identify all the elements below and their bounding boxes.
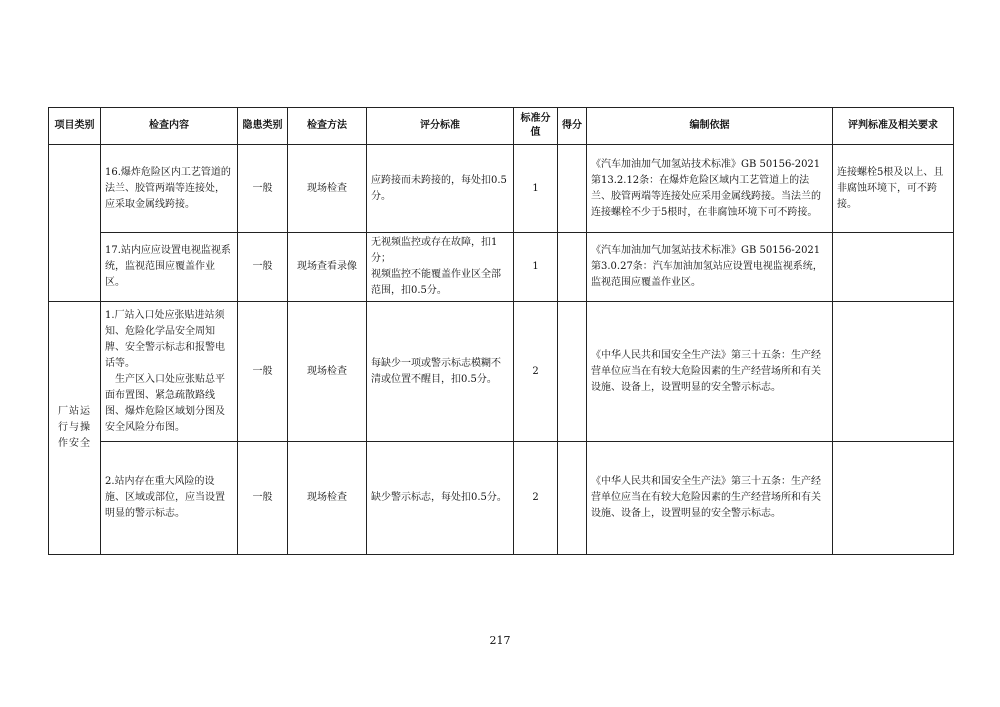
header-method: 检查方法 [288, 108, 367, 145]
method-cell: 现场检查 [288, 442, 367, 555]
content-cell: 16.爆炸危险区内工艺管道的法兰、胶管两端等连接处，应采取金属线跨接。 [101, 145, 238, 233]
scoring-cell: 每缺少一项或警示标志模糊不清或位置不醒目，扣0.5分。 [367, 302, 514, 442]
hazard-cell: 一般 [238, 145, 288, 233]
scoring-cell: 应跨接而未跨接的，每处扣0.5分。 [367, 145, 514, 233]
table-row [49, 233, 954, 302]
value-cell: 2 [514, 442, 558, 555]
value-cell: 2 [514, 302, 558, 442]
method-cell: 现场查看录像 [288, 233, 367, 302]
hazard-cell: 一般 [238, 233, 288, 302]
table-row [49, 442, 954, 555]
requirement-cell [833, 302, 954, 442]
requirement-cell: 连接螺栓5根及以上、且非腐蚀环境下，可不跨接。 [833, 145, 954, 233]
basis-cell: 《中华人民共和国安全生产法》第三十五条：生产经营单位应当在有较大危险因素的生产经营场所和有关设施、设备上，设置明显的安全警示标志。 [587, 442, 833, 555]
header-row [49, 108, 954, 145]
header-content: 检查内容 [101, 108, 238, 145]
content-cell: 17.站内应应设置电视监视系统，监视范围应覆盖作业区。 [101, 233, 238, 302]
scoring-cell: 无视频监控或存在故障，扣1分； 视频监控不能覆盖作业区全部范围，扣0.5分。 [367, 233, 514, 302]
header-hazard: 隐患类别 [238, 108, 288, 145]
category-cell-empty [49, 145, 101, 302]
header-category: 项目类别 [49, 108, 101, 145]
content-cell: 2.站内存在重大风险的设施、区域或部位，应当设置明显的警示标志。 [101, 442, 238, 555]
score-cell [558, 233, 587, 302]
hazard-cell: 一般 [238, 442, 288, 555]
basis-cell: 《汽车加油加气加氢站技术标准》GB 50156-2021第13.2.12条：在爆炸危险区域内工艺管道上的法兰、胶管两端等连接处应采用金属线跨接。当法兰的连接螺栓不少于5根时，在非腐蚀环境下可不跨接。 [587, 145, 833, 233]
hazard-cell: 一般 [238, 302, 288, 442]
table-row [49, 145, 954, 233]
page-number: 217 [489, 634, 511, 647]
requirement-cell [833, 233, 954, 302]
score-cell [558, 302, 587, 442]
value-cell: 1 [514, 145, 558, 233]
basis-cell: 《中华人民共和国安全生产法》第三十五条：生产经营单位应当在有较大危险因素的生产经营场所和有关设施、设备上，设置明显的安全警示标志。 [587, 302, 833, 442]
score-cell [558, 442, 587, 555]
header-requirement: 评判标准及相关要求 [833, 108, 954, 145]
header-score: 得分 [558, 108, 587, 145]
value-cell: 1 [514, 233, 558, 302]
score-cell [558, 145, 587, 233]
requirement-cell [833, 442, 954, 555]
table-row [49, 302, 954, 442]
basis-cell: 《汽车加油加气加氢站技术标准》GB 50156-2021第3.0.27条：汽车加油加氢站应设置电视监视系统，监视范围应覆盖作业区。 [587, 233, 833, 302]
content-cell: 1.厂站入口处应张贴进站须知、危险化学品安全周知牌、安全警示标志和报警电话等。 生产区入口处应张贴总平面布置图、紧急疏散路线图、爆炸危险区域划分图及安全风险分布图。 [101, 302, 238, 442]
header-value: 标准分值 [514, 108, 558, 145]
header-scoring: 评分标准 [367, 108, 514, 145]
method-cell: 现场检查 [288, 145, 367, 233]
header-basis: 编制依据 [587, 108, 833, 145]
category-cell: 厂站运行与操作安全 [49, 302, 101, 555]
scoring-cell: 缺少警示标志，每处扣0.5分。 [367, 442, 514, 555]
inspection-table [48, 107, 954, 555]
method-cell: 现场检查 [288, 302, 367, 442]
